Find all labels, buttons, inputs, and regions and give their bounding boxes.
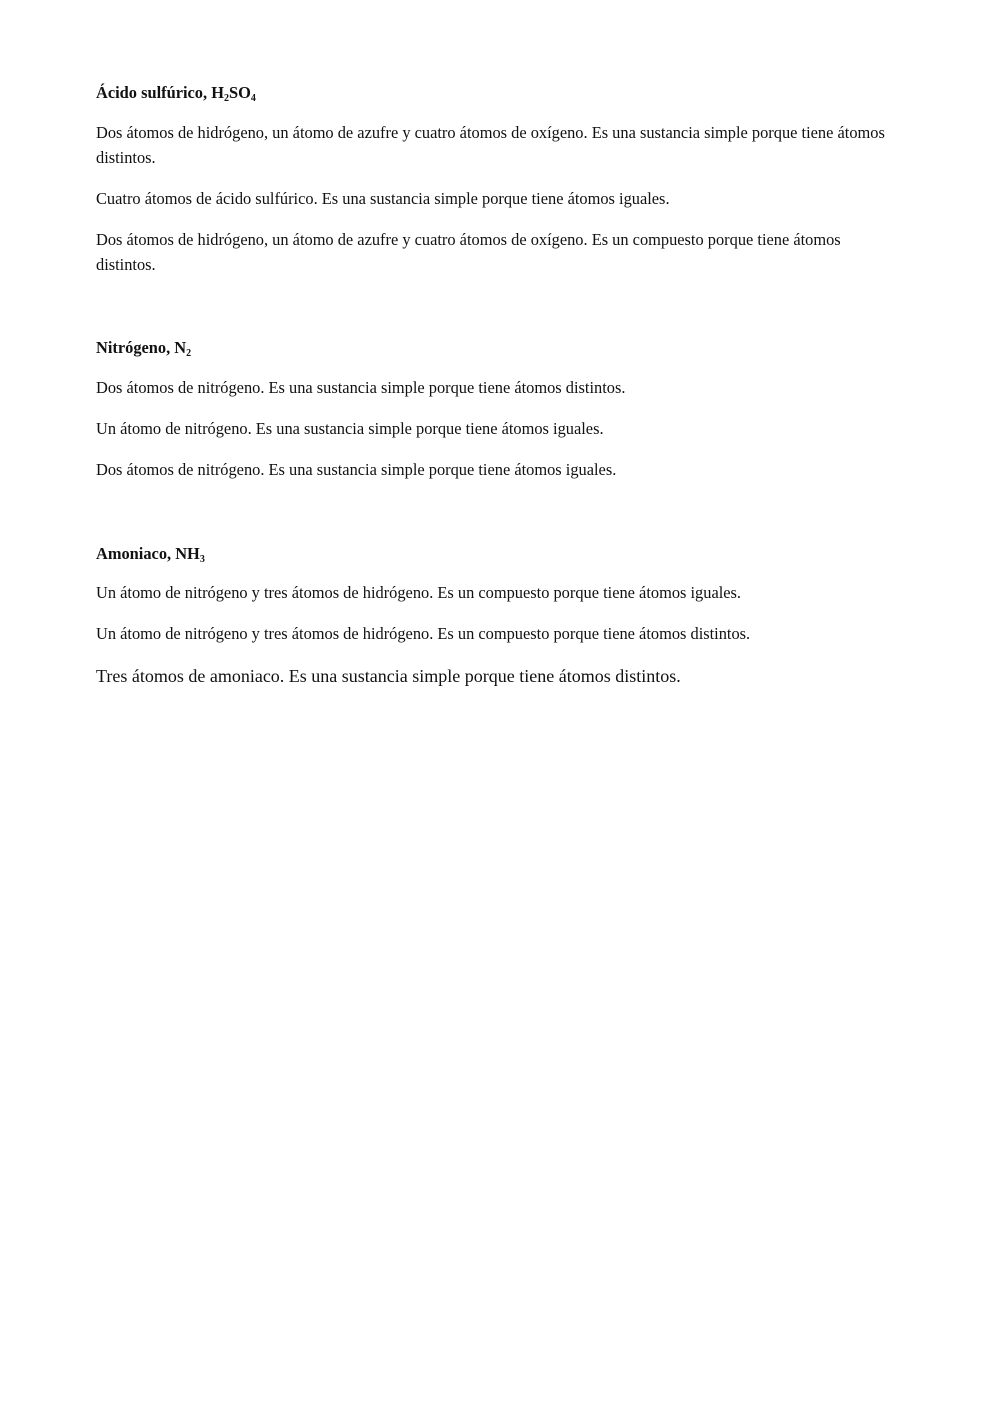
formula-part: H [211, 83, 224, 102]
section-heading-sulfuric-acid [96, 80, 896, 105]
option-text[interactable]: Un átomo de nitrógeno. Es una sustancia simple porque tiene átomos iguales. [96, 419, 604, 438]
heading-name: Ácido sulfúrico, [96, 83, 212, 102]
option-text[interactable]: Cuatro átomos de ácido sulfúrico. Es una sustancia simple porque tiene átomos iguales. [96, 189, 670, 208]
section-heading-nitrogen [96, 335, 896, 360]
formula-subscript: 3 [199, 554, 205, 565]
option-text[interactable]: Un átomo de nitrógeno y tres átomos de hidrógeno. Es un compuesto porque tiene átomos iguales. [96, 583, 742, 602]
formula-part: SO [228, 83, 251, 102]
option-text[interactable]: Un átomo de nitrógeno y tres átomos de hidrógeno. Es un compuesto porque tiene átomos distintos. [96, 624, 751, 643]
option-text[interactable]: Dos átomos de nitrógeno. Es una sustancia simple porque tiene átomos iguales. [96, 460, 617, 479]
heading-name: Nitrógeno, [96, 338, 175, 357]
option-text[interactable]: Dos átomos de hidrógeno, un átomo de azufre y cuatro átomos de oxígeno. Es una sustancia simple porque tiene átomos distintos. [96, 123, 885, 167]
formula-subscript: 2 [223, 93, 229, 104]
formula-subscript: 2 [186, 348, 192, 359]
option-text[interactable]: Dos átomos de hidrógeno, un átomo de azufre y cuatro átomos de oxígeno. Es un compuesto porque tiene átomos distintos. [96, 230, 841, 274]
heading-name: Amoniaco, [96, 544, 176, 563]
option-text[interactable]: Dos átomos de nitrógeno. Es una sustancia simple porque tiene átomos distintos. [96, 378, 626, 397]
option-text[interactable]: Tres átomos de amoniaco. Es una sustancia simple porque tiene átomos distintos. [96, 666, 681, 686]
section-heading-ammonia [96, 541, 896, 566]
formula-part: NH [175, 544, 200, 563]
formula-part: N [174, 338, 187, 357]
formula-subscript: 4 [250, 93, 256, 104]
